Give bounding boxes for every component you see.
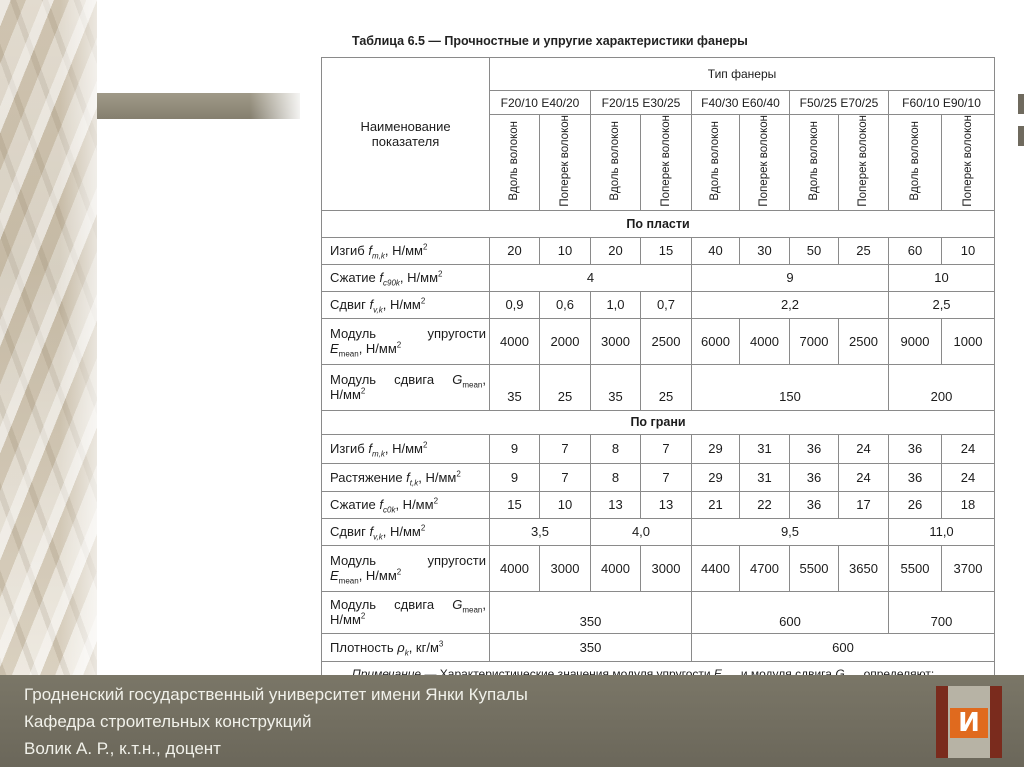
- table-cell: 40: [692, 237, 740, 264]
- table-cell: 4000: [591, 545, 641, 591]
- table-cell: 11,0: [889, 518, 995, 545]
- table-cell: 0,9: [490, 291, 540, 318]
- row-label: Плотность $\rho_k$, $кг/м^3$: [322, 633, 490, 661]
- plywood-properties-table: [321, 57, 995, 687]
- table-cell: 20: [591, 237, 641, 264]
- row-label: Сжатие $f_{c0k}$, $Н/мм^2$: [322, 491, 490, 518]
- table-cell: 0,6: [540, 291, 591, 318]
- table-cell: 5500: [889, 545, 942, 591]
- table-cell: 15: [641, 237, 692, 264]
- row-label: Растяжение $f_{t,k}$, $Н/мм^2$: [322, 463, 490, 491]
- table-cell: 24: [942, 463, 995, 491]
- table-cell: 9: [490, 434, 540, 463]
- header-plywood-type: Тип фанеры: [490, 58, 995, 91]
- table-cell: 21: [692, 491, 740, 518]
- table-cell: 50: [790, 237, 839, 264]
- table-row: [322, 463, 995, 491]
- table-row: [322, 518, 995, 545]
- table-cell: 7: [641, 434, 692, 463]
- table-cell: 7: [540, 463, 591, 491]
- table-row: [322, 591, 995, 633]
- table-cell: 4: [490, 264, 692, 291]
- table-cell: 18: [942, 491, 995, 518]
- table-cell: 24: [839, 434, 889, 463]
- header-grade: F50/25 E70/25: [790, 91, 889, 115]
- table-cell: 13: [641, 491, 692, 518]
- table-cell: 60: [889, 237, 942, 264]
- table-cell: 36: [790, 463, 839, 491]
- row-label: Сдвиг $f_{v,k}$, $Н/мм^2$: [322, 518, 490, 545]
- table-cell: 36: [889, 463, 942, 491]
- row-label: Модуль сдвига $G_{mean}$, $Н/мм^2$: [322, 591, 490, 633]
- table-cell: 350: [490, 591, 692, 633]
- table-cell: 5500: [790, 545, 839, 591]
- table-cell: 6000: [692, 318, 740, 364]
- header-across: Поперек волокон: [839, 115, 889, 211]
- row-label: Модуль упругости $E_{mean}$, $Н/мм^2$: [322, 545, 490, 591]
- table-cell: 0,7: [641, 291, 692, 318]
- header-across: Поперек волокон: [942, 115, 995, 211]
- table-cell: 4400: [692, 545, 740, 591]
- university-name: Гродненский государственный университет имени Янки Купалы: [24, 685, 528, 704]
- table-cell: 22: [740, 491, 790, 518]
- table-cell: 3700: [942, 545, 995, 591]
- table-cell: 36: [790, 434, 839, 463]
- table-cell: 350: [490, 633, 692, 661]
- table-cell: 4000: [740, 318, 790, 364]
- table-cell: 35: [490, 364, 540, 410]
- table-cell: 2,5: [889, 291, 995, 318]
- row-label: Сжатие $f_{c90k}$, $Н/мм^2$: [322, 264, 490, 291]
- table-cell: 7: [641, 463, 692, 491]
- header-grade: F60/10 E90/10: [889, 91, 995, 115]
- row-label: Модуль упругости $E_{mean}$, $Н/мм^2$: [322, 318, 490, 364]
- table-row: [322, 545, 995, 591]
- logo-letter: И: [950, 708, 988, 738]
- department-name: Кафедра строительных конструкций: [24, 712, 312, 731]
- table-cell: 600: [692, 591, 889, 633]
- header-across: Поперек волокон: [740, 115, 790, 211]
- table-row: [322, 264, 995, 291]
- table-cell: 9,5: [692, 518, 889, 545]
- table-cell: 2500: [641, 318, 692, 364]
- table-cell: 30: [740, 237, 790, 264]
- table-cell: 2000: [540, 318, 591, 364]
- header-along: Вдоль волокон: [790, 115, 839, 211]
- table-cell: 3650: [839, 545, 889, 591]
- table-cell: 4000: [490, 545, 540, 591]
- edge-mark: [1018, 126, 1024, 146]
- header-grade: F40/30 E60/40: [692, 91, 790, 115]
- table-cell: 200: [889, 364, 995, 410]
- table-cell: 3000: [641, 545, 692, 591]
- table-cell: 150: [692, 364, 889, 410]
- table-row: [322, 364, 995, 410]
- table-cell: 3000: [591, 318, 641, 364]
- footer-bar: [0, 675, 1024, 767]
- edge-mark: [1018, 94, 1024, 114]
- table-cell: 29: [692, 434, 740, 463]
- table-cell: 600: [692, 633, 995, 661]
- row-label: Сдвиг $f_{v,k}$, $Н/мм^2$: [322, 291, 490, 318]
- row-label: Изгиб $f_{m,k}$, $Н/мм^2$: [322, 237, 490, 264]
- table-cell: 9: [692, 264, 889, 291]
- table-cell: 4000: [490, 318, 540, 364]
- table-cell: 1,0: [591, 291, 641, 318]
- author-name: Волик А. Р., к.т.н., доцент: [24, 739, 221, 758]
- table-cell: 3000: [540, 545, 591, 591]
- table-cell: 26: [889, 491, 942, 518]
- table-cell: 8: [591, 434, 641, 463]
- table-cell: 2500: [839, 318, 889, 364]
- table-cell: 10: [889, 264, 995, 291]
- table-cell: 9000: [889, 318, 942, 364]
- table-row: [322, 237, 995, 264]
- header-grade: F20/15 E30/25: [591, 91, 692, 115]
- table-cell: 2,2: [692, 291, 889, 318]
- decorative-band-fade: [250, 93, 300, 119]
- header-across: Поперек волокон: [641, 115, 692, 211]
- table-title: Таблица 6.5 — Прочностные и упругие характеристики фанеры: [352, 34, 748, 48]
- header-name-column: Наименование показателя: [322, 58, 490, 211]
- table-cell: 25: [641, 364, 692, 410]
- table-cell: 31: [740, 463, 790, 491]
- table-cell: 9: [490, 463, 540, 491]
- table-cell: 10: [540, 491, 591, 518]
- table-cell: 4700: [740, 545, 790, 591]
- table-cell: 36: [889, 434, 942, 463]
- table-cell: 1000: [942, 318, 995, 364]
- table-cell: 3,5: [490, 518, 591, 545]
- table-cell: 8: [591, 463, 641, 491]
- table-cell: 4,0: [591, 518, 692, 545]
- table-cell: 7000: [790, 318, 839, 364]
- header-across: Поперек волокон: [540, 115, 591, 211]
- table-cell: 10: [540, 237, 591, 264]
- table-cell: 25: [540, 364, 591, 410]
- header-along: Вдоль волокон: [490, 115, 540, 211]
- table-cell: 10: [942, 237, 995, 264]
- table-cell: 24: [839, 463, 889, 491]
- table-row: [322, 434, 995, 463]
- table-cell: 29: [692, 463, 740, 491]
- table-cell: 7: [540, 434, 591, 463]
- table-cell: 25: [839, 237, 889, 264]
- table-row: [322, 491, 995, 518]
- table-cell: 31: [740, 434, 790, 463]
- department-logo: [936, 686, 1002, 758]
- table-cell: 700: [889, 591, 995, 633]
- table-cell: 15: [490, 491, 540, 518]
- table-row: [322, 291, 995, 318]
- table-cell: 20: [490, 237, 540, 264]
- table-cell: 35: [591, 364, 641, 410]
- table-cell: 24: [942, 434, 995, 463]
- header-grade: F20/10 E40/20: [490, 91, 591, 115]
- table-cell: 17: [839, 491, 889, 518]
- header-along: Вдоль волокон: [889, 115, 942, 211]
- table-row: [322, 318, 995, 364]
- row-label: Модуль сдвига $G_{mean}$, $Н/мм^2$: [322, 364, 490, 410]
- section-by-face: По пласти: [322, 210, 995, 237]
- table-cell: 36: [790, 491, 839, 518]
- header-along: Вдоль волокон: [591, 115, 641, 211]
- row-label: Изгиб $f_{m,k}$, $Н/мм^2$: [322, 434, 490, 463]
- section-by-edge: По грани: [322, 410, 995, 434]
- table-row: [322, 633, 995, 661]
- header-along: Вдоль волокон: [692, 115, 740, 211]
- table-cell: 13: [591, 491, 641, 518]
